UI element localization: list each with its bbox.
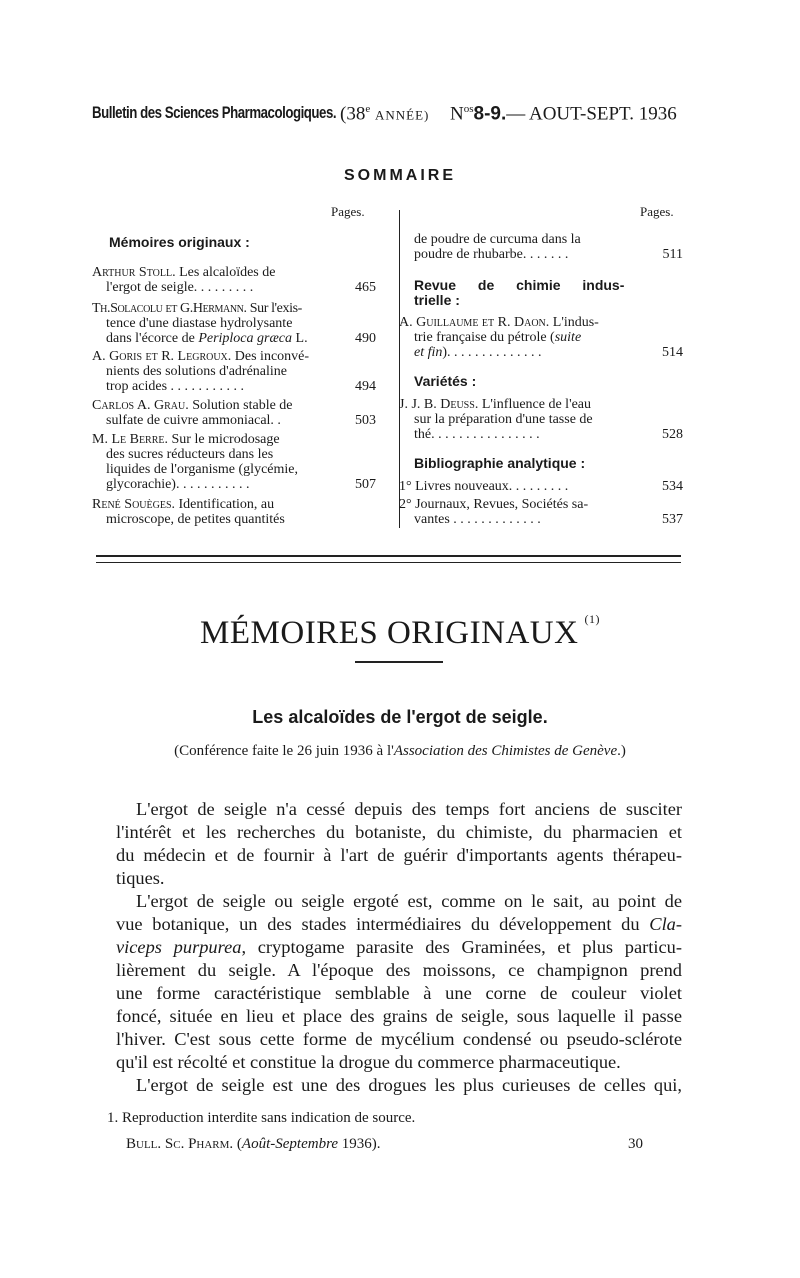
sommaire-title: SOMMAIRE [344,167,456,184]
toc-page-number: 537 [662,512,683,527]
issue-number: $N^{os}8-9.—$ AOUT-SEPT. 1936 [450,103,677,125]
pages-label-right: Pages. [640,204,674,219]
body-line: L'ergot de seigle n'a cessé depuis des temps fort anciens de susciter [136,799,682,819]
toc-right-column [399,0,683,540]
page-number: 30 [628,1136,643,1152]
toc-entry: A. Guillaume et R. Daon. L'indus- trie française du pétrole (suite et fin). . . . . . . . . . . . . . 514 [399,315,683,360]
toc-section-revue: Revue de chimie indus- trielle : [414,277,625,308]
article-title: Les alcaloïdes de l'ergot de seigle. [252,707,548,727]
body-line: foncé, située en lieu et place des grains de seigle, sous laquelle il passe [116,1006,682,1026]
body-line: L'ergot de seigle est une des drogues les plus curieuses de celles qui, [136,1075,682,1095]
toc-entry: M. Le Berre. Sur le microdosage des sucres réducteurs dans les liquides de l'organisme (glycémie, glycorachie). . . . . . . . . . . 507 [92,432,376,492]
toc-section-varietes: Variétés : [414,373,477,389]
year-label: (38e ANNÉE) [340,103,430,125]
body-line: l'hiver. C'est sous cette forme de mycélium condensé ou pseudo-sclérote [116,1029,682,1049]
toc-left-column [92,0,376,540]
toc-section-bibliographie: Bibliographie analytique : [414,455,586,471]
double-rule-bottom [96,562,681,563]
toc-page-number: 514 [662,345,683,360]
journal-title: Bulletin des Sciences Pharmacologiques. [92,103,337,122]
toc-page-number: 465 [355,280,376,295]
toc-entry: J. J. B. Deuss. L'influence de l'eau sur la préparation d'une tasse de thé. . . . . . . . . . . . . . . . 528 [399,397,683,442]
toc-entry: Carlos A. Grau. Solution stable de sulfate de cuivre ammoniacal. . 503 [92,398,376,428]
toc-entry: Th.Solacolu et G.Hermann. Sur l'exis- tence d'une diastase hydrolysante dans l'écorce de Periploca græca L. 490 [92,301,376,346]
toc-section-memoires: Mémoires originaux : [109,234,250,250]
body-line: du médecin et de fournir à l'art de guérir d'importants agents thérapeu- [116,845,682,865]
body-line: l'intérêt et les recherches du botaniste, du chimiste, du pharmacien et [116,822,682,842]
body-line: qu'il est récolté et constitue la drogue du commerce pharmaceutique. [116,1052,621,1072]
toc-entry: 2° Journaux, Revues, Sociétés sa- vantes . . . . . . . . . . . . . 537 [399,497,683,527]
pages-label-left: Pages. [331,204,365,219]
toc-page-number: 503 [355,413,376,428]
toc-page-number: 528 [662,427,683,442]
body-line: vue botanique, un des stades intermédiaires du développement du Cla- [116,914,682,934]
double-rule-top [96,555,681,557]
toc-entry: René Souèges. Identification, au microscope, de petites quantités [92,497,285,527]
body-line: lièrement du seigle. A l'époque des moissons, ce champignon prend [116,960,682,980]
toc-page-number: 490 [355,331,376,346]
toc-page-number: 494 [355,379,376,394]
toc-entry: A. Goris et R. Legroux. Des inconvé- nients des solutions d'adrénaline trop acides . . . . . . . . . . . 494 [92,349,376,394]
body-line: tiques. [116,868,165,888]
toc-entry: Arthur Stoll. Les alcaloïdes de l'ergot de seigle. . . . . . . . . 465 [92,265,376,295]
footnote: 1. Reproduction interdite sans indication de source. [107,1110,416,1126]
toc-entry: de poudre de curcuma dans la poudre de rhubarbe. . . . . . . 511 [414,232,683,262]
toc-page-number: 511 [662,247,683,262]
body-line: viceps purpurea, cryptogame parasite des Graminées, et plus particu- [116,937,682,957]
toc-page-number: 507 [355,477,376,492]
article-subtitle: (Conférence faite le 26 juin 1936 à l'Association des Chimistes de Genève.) [174,743,626,759]
toc-entry: 1° Livres nouveaux. . . . . . . . . 534 [399,479,683,494]
footer-citation: Bull. Sc. Pharm. (Août-Septembre 1936). [126,1136,381,1152]
body-line: L'ergot de seigle ou seigle ergoté est, comme on le sait, au point de [136,891,682,911]
toc-page-number: 534 [662,479,683,494]
footnote-marker: (1) [584,612,600,626]
section-heading: MÉMOIRES ORIGINAUX $^{(1)}$ [200,612,600,651]
body-line: une forme caractéristique semblable à une corne de couleur violet [116,983,682,1003]
heading-rule [355,661,443,663]
